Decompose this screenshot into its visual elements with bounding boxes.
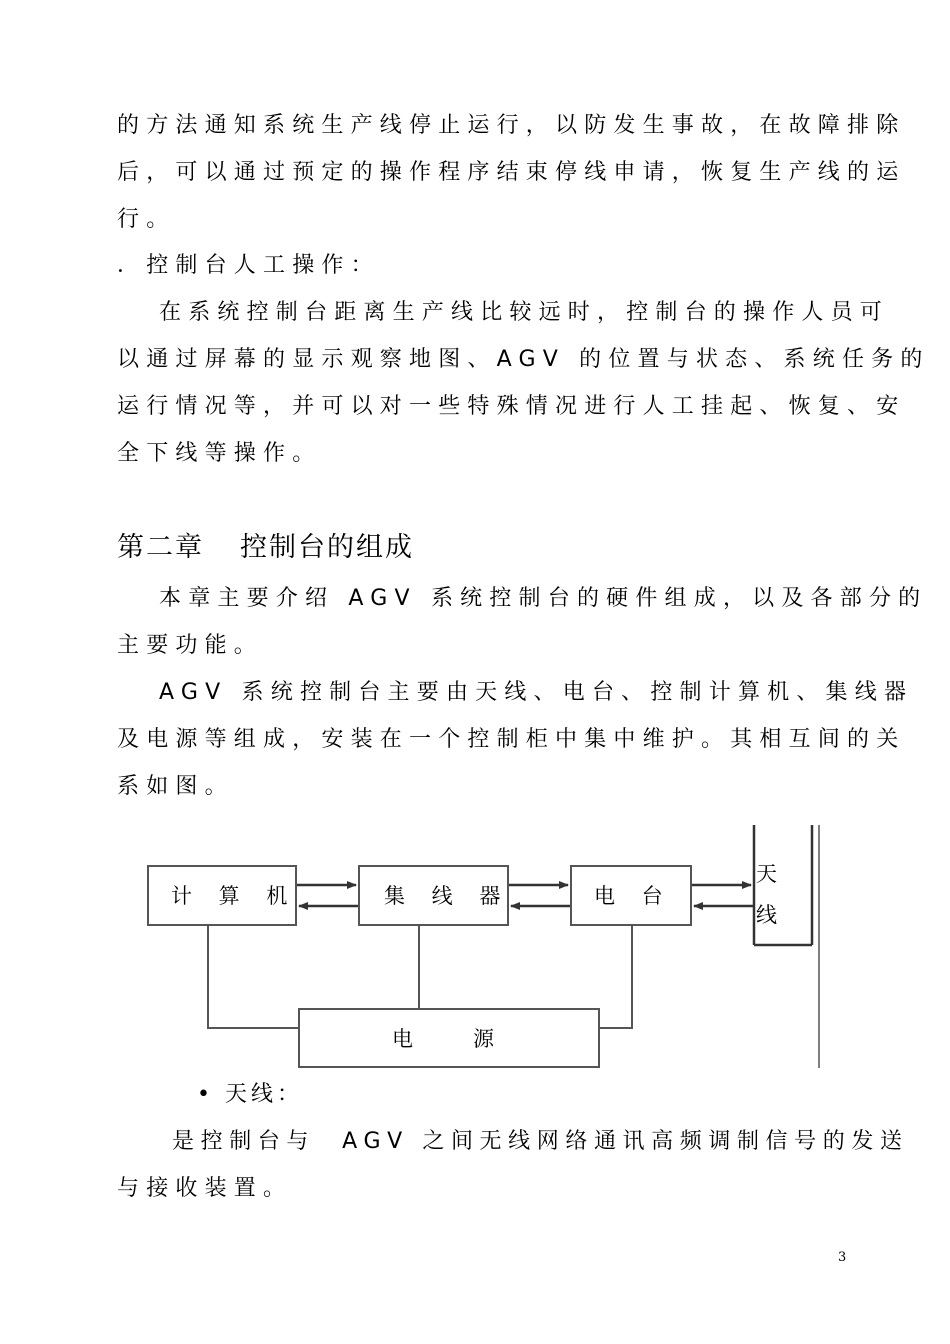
paragraph-line: 及电源等组成，安装在一个控制柜中集中维护。其相互间的关 <box>117 727 906 752</box>
paragraph-line: 系如图。 <box>117 774 234 799</box>
paragraph-line: 运行情况等，并可以对一些特殊情况进行人工挂起、恢复、安 <box>117 394 906 419</box>
chapter-number: 第二章 <box>117 532 204 563</box>
paragraph-line: AGV 系统控制台主要由天线、电台、控制计算机、集线器 <box>159 680 914 705</box>
paragraph-line: 行。 <box>117 207 176 232</box>
antenna-label-bottom: 线 <box>756 903 787 927</box>
section-item-console: ．控制台人工操作： <box>117 253 380 278</box>
paragraph-line: 是控制台与 AGV 之间无线网络通讯高频调制信号的发送 <box>172 1129 909 1154</box>
power-box <box>298 1008 600 1068</box>
paragraph-line: 与接收装置。 <box>117 1176 293 1201</box>
hub-box <box>358 865 509 926</box>
hub-label: 集 线 器 <box>384 884 511 908</box>
page-number: 3 <box>838 1250 847 1265</box>
paragraph-line: 的方法通知系统生产线停止运行，以防发生事故，在故障排除 <box>117 113 906 138</box>
paragraph-line: 在系统控制台距离生产线比较远时，控制台的操作人员可 <box>159 300 890 325</box>
computer-label: 计 算 机 <box>171 884 298 908</box>
paragraph-line: 主要功能。 <box>117 633 264 658</box>
antenna-label-top: 天 <box>756 862 787 886</box>
radio-box <box>570 865 692 926</box>
paragraph-line: 本章主要介绍 AGV 系统控制台的硬件组成，以及各部分的 <box>159 586 928 611</box>
power-label: 电 源 <box>392 1027 505 1051</box>
chapter-title: 控制台的组成 <box>240 532 414 563</box>
computer-box <box>147 865 297 926</box>
paragraph-line: 全下线等操作。 <box>117 441 322 466</box>
bullet-antenna: • 天线： <box>197 1082 303 1107</box>
radio-label: 电 台 <box>594 884 673 908</box>
paragraph-line: 后，可以通过预定的操作程序结束停线申请，恢复生产线的运 <box>117 160 906 185</box>
paragraph-line: 以通过屏幕的显示观察地图、AGV 的位置与状态、系统任务的 <box>117 347 930 372</box>
